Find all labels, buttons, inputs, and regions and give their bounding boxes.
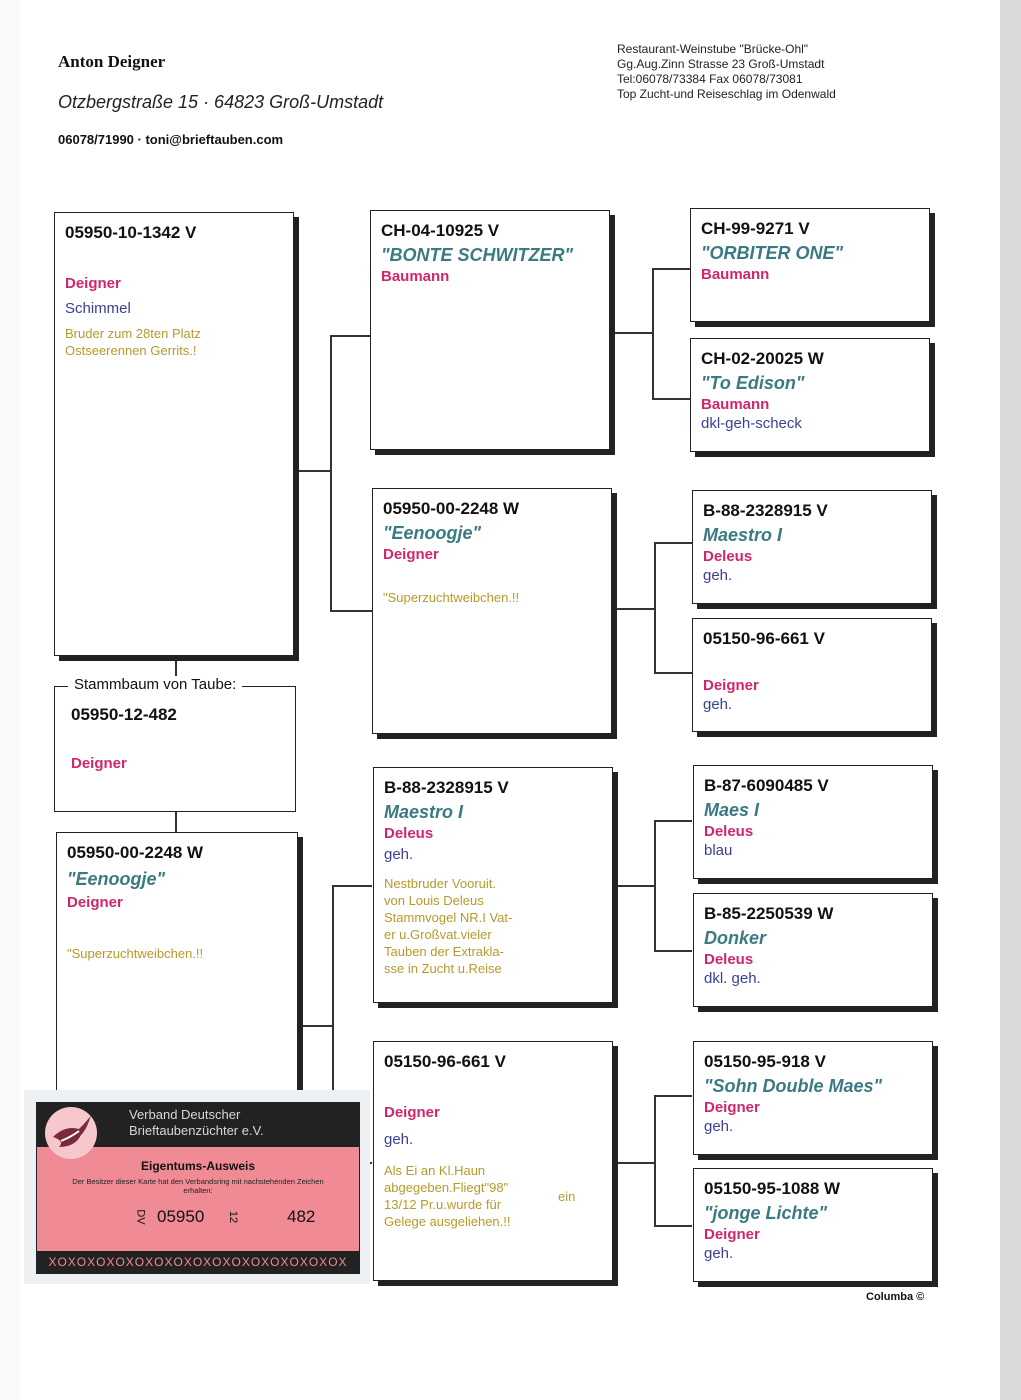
color: blau: [704, 842, 733, 859]
ownership-card: [24, 1090, 370, 1284]
pigeon-name: "Sohn Double Maes": [704, 1076, 883, 1096]
connector-line: [175, 812, 177, 832]
connector-line: [654, 672, 692, 674]
card-year: 12: [227, 1210, 240, 1224]
note-line: Stammvogel NR.I Vat-: [384, 910, 513, 925]
note-line: von Louis Deleus: [384, 893, 484, 908]
color: geh.: [384, 846, 414, 863]
note-extra: ein: [558, 1189, 576, 1204]
breeder: Baumann: [381, 268, 450, 285]
connector-line: [652, 268, 654, 398]
pigeon-name: "jonge Lichte": [704, 1203, 828, 1223]
connector-line: [654, 950, 692, 952]
restaurant-line: Restaurant-Weinstube "Brücke-Ohl": [617, 42, 809, 56]
card-ring-row: [37, 1201, 359, 1231]
card-club: 05950: [157, 1207, 205, 1226]
card-subtitle: Der Besitzer dieser Karte hat den Verbandsring mit nachstehenden Zeichen erhalten:: [72, 1177, 324, 1195]
note-line: Nestbruder Vooruit.: [384, 876, 497, 891]
card-org-line: Verband Deutscher: [129, 1107, 241, 1122]
breeder: Deigner: [384, 1104, 440, 1121]
connector-line: [654, 542, 656, 672]
card-dv: DV: [134, 1209, 147, 1225]
breeder: Deleus: [704, 823, 754, 840]
grandparent-box: [373, 1041, 613, 1281]
breeder: Deleus: [384, 825, 434, 842]
note-line: Tauben der Extrakla-: [384, 944, 504, 959]
connector-line: [654, 1095, 692, 1097]
color: geh.: [704, 1118, 734, 1135]
ring-number: CH-02-20025 W: [701, 349, 824, 368]
pigeon-name: Maestro I: [384, 802, 464, 822]
connector-line: [332, 885, 372, 887]
great-grandparent-box: [692, 618, 932, 732]
ring-number: B-88-2328915 V: [384, 778, 509, 797]
color: Schimmel: [65, 300, 131, 317]
note-line: Als Ei an Kl.Haun: [384, 1163, 486, 1178]
card-pattern-band: XOXOXOXOXOXOXOXOXOXOXOXOXOXOXOX: [37, 1251, 359, 1273]
pigeon-name: Maestro I: [703, 525, 783, 545]
sire-box: [54, 212, 294, 656]
great-grandparent-box: [693, 765, 933, 879]
note-line: sse in Zucht u.Reise: [384, 961, 502, 976]
owner-contact: 06078/71990 · toni@brieftauben.com: [58, 132, 284, 147]
ring-number: B-85-2250539 W: [704, 904, 834, 923]
breeder: Deleus: [703, 548, 753, 565]
ring-number: CH-04-10925 V: [381, 221, 500, 240]
connector-line: [654, 820, 692, 822]
pigeon-name: Donker: [704, 928, 767, 948]
connector-line: [330, 610, 372, 612]
note-line: abgegeben.Fliegt"98": [384, 1180, 509, 1195]
subject-box: [54, 686, 296, 812]
great-grandparent-box: [693, 893, 933, 1007]
connector-line: [294, 470, 330, 472]
note: [384, 1162, 602, 1230]
breeder: Deleus: [704, 951, 754, 968]
great-grandparent-box: [690, 338, 930, 452]
dam-box: [56, 832, 298, 1102]
ring-number: 05950-12-482: [71, 705, 177, 724]
grandparent-box: [372, 488, 612, 734]
breeder: Deigner: [71, 755, 127, 772]
ring-number: 05950-00-2248 W: [67, 843, 204, 862]
breeder: Deigner: [704, 1099, 760, 1116]
connector-line: [330, 335, 370, 337]
owner-address: Otzbergstraße 15 · 64823 Groß-Umstadt: [58, 92, 384, 112]
connector-line: [612, 885, 654, 887]
ownership-card-face: [36, 1102, 360, 1274]
restaurant-info: [617, 42, 836, 102]
ring-number: 05150-96-661 V: [384, 1052, 506, 1071]
connector-line: [610, 608, 654, 610]
note: "Superzuchtweibchen.!!: [383, 590, 520, 605]
great-grandparent-box: [693, 1041, 933, 1155]
ring-number: CH-99-9271 V: [701, 219, 810, 238]
card-organization: [129, 1107, 264, 1139]
breeder: Deigner: [65, 275, 121, 292]
note: [384, 875, 602, 977]
grandparent-box: [370, 210, 610, 450]
pigeon-name: "BONTE SCHWITZER": [381, 245, 574, 265]
connector-line: [654, 1095, 656, 1225]
breeder: Deigner: [383, 546, 439, 563]
breeder: Deigner: [67, 894, 123, 911]
restaurant-line: Top Zucht-und Reiseschlag im Odenwald: [617, 87, 836, 101]
ring-number: 05950-00-2248 W: [383, 499, 520, 518]
page-left-edge: [0, 0, 20, 1400]
connector-line: [652, 268, 690, 270]
great-grandparent-box: [693, 1168, 933, 1282]
color: geh.: [704, 1245, 734, 1262]
connector-line: [654, 542, 692, 544]
breeder: Deigner: [704, 1226, 760, 1243]
ring-number: 05150-96-661 V: [703, 629, 825, 648]
color: dkl. geh.: [704, 970, 761, 987]
pigeon-name: "Eenoogje": [383, 523, 482, 543]
pigeon-name: "ORBITER ONE": [701, 243, 844, 263]
connector-line: [652, 398, 690, 400]
color: geh.: [703, 696, 733, 713]
pigeon-name: Maes I: [704, 800, 760, 820]
breeder: Baumann: [701, 266, 770, 283]
pigeon-logo-icon: [45, 1107, 97, 1159]
breeder: Baumann: [701, 396, 770, 413]
note: Bruder zum 28ten Platz Ostseerennen Gerrits.!: [65, 326, 201, 358]
connector-line: [654, 820, 656, 950]
ring-number: 05150-95-1088 W: [704, 1179, 841, 1198]
great-grandparent-box: [692, 490, 932, 604]
connector-line: [298, 1025, 332, 1027]
connector-line: [654, 1225, 692, 1227]
card-number: 482: [287, 1207, 316, 1226]
ring-number: B-87-6090485 V: [704, 776, 829, 795]
connector-line: [612, 1162, 654, 1164]
color: geh.: [384, 1131, 414, 1148]
note-line: 13/12 Pr.u.wurde für: [384, 1197, 502, 1212]
breeder: Deigner: [703, 677, 759, 694]
grandparent-box: [373, 767, 613, 1003]
ring-number: 05150-95-918 V: [704, 1052, 826, 1071]
ring-number: B-88-2328915 V: [703, 501, 828, 520]
card-org-line: Brieftaubenzüchter e.V.: [129, 1123, 264, 1138]
pigeon-name: "Eenoogje": [67, 869, 166, 889]
card-title: Eigentums-Ausweis: [140, 1159, 256, 1173]
footer-credit: Columba ©: [866, 1291, 925, 1303]
owner-name: Anton Deigner: [58, 52, 166, 71]
restaurant-line: Tel:06078/73384 Fax 06078/73081: [617, 72, 803, 86]
connector-line: [608, 332, 652, 334]
note-line: Gelege ausgeliehen.!!: [384, 1214, 511, 1229]
page-right-edge: [1000, 0, 1021, 1400]
color: geh.: [703, 567, 733, 584]
great-grandparent-box: [690, 208, 930, 322]
restaurant-line: Gg.Aug.Zinn Strasse 23 Groß-Umstadt: [617, 57, 825, 71]
note: "Superzuchtweibchen.!!: [67, 946, 204, 961]
note-line: er u.Großvat.vieler: [384, 927, 492, 942]
connector-line: [330, 335, 332, 610]
pigeon-name: "To Edison": [701, 373, 805, 393]
ring-number: 05950-10-1342 V: [65, 223, 197, 242]
color: dkl-geh-scheck: [701, 415, 802, 432]
pedigree-title: Stammbaum von Taube:: [68, 676, 242, 693]
